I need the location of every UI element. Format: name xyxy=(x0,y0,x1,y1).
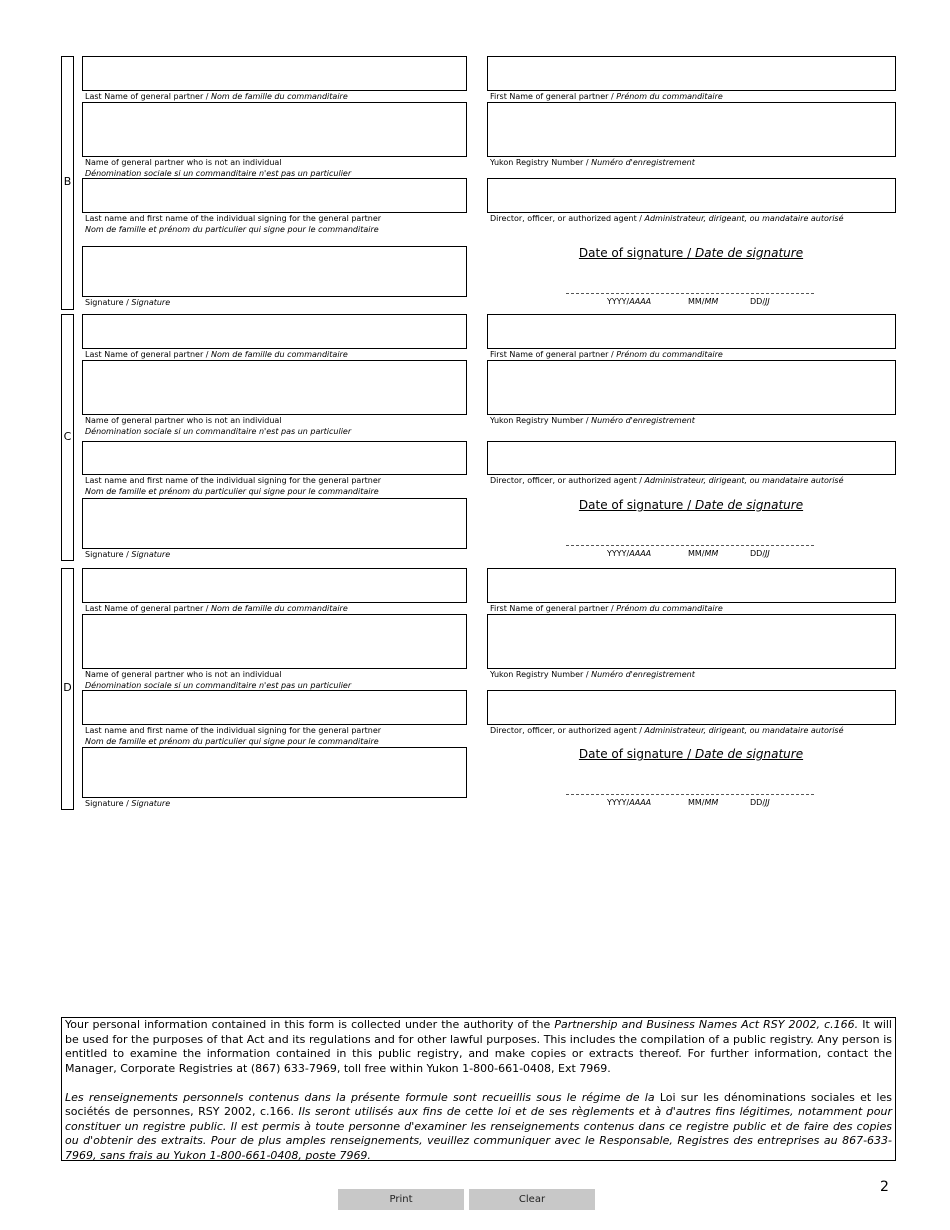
signature-label: Signature / Signature xyxy=(85,298,171,307)
signer-name-field[interactable] xyxy=(82,441,467,475)
director-field[interactable] xyxy=(487,690,896,725)
date-of-signature-title: Date of signature / Date de signature xyxy=(578,747,804,761)
clear-button[interactable]: Clear xyxy=(469,1189,595,1210)
partner-section-b xyxy=(61,56,896,310)
date-year-label: YYYY/AAAA xyxy=(607,297,652,306)
date-of-signature-title: Date of signature / Date de signature xyxy=(578,498,804,512)
date-entry-line[interactable] xyxy=(566,794,814,795)
partner-org-name-label: Name of general partner who is not an individual Dénomination sociale si un commanditaire n'est pas un particulier xyxy=(85,670,352,690)
director-label: Director, officer, or authorized agent / Administrateur, dirigeant, ou mandataire autorisé xyxy=(490,476,844,485)
signer-name-label: Last name and first name of the individual signing for the general partner Nom de famille et prénom du particulier qui signe pour le commanditaire xyxy=(85,476,382,496)
signer-name-label: Last name and first name of the individual signing for the general partner Nom de famille et prénom du particulier qui signe pour le commanditaire xyxy=(85,726,382,746)
partner-org-name-field[interactable] xyxy=(82,360,467,415)
last-name-label: Last Name of general partner / Nom de famille du commanditaire xyxy=(85,92,348,101)
director-label: Director, officer, or authorized agent / Administrateur, dirigeant, ou mandataire autorisé xyxy=(490,726,844,735)
date-entry-line[interactable] xyxy=(566,293,814,294)
registry-number-field[interactable] xyxy=(487,614,896,669)
last-name-field[interactable] xyxy=(82,314,467,349)
registry-number-label: Yukon Registry Number / Numéro d'enregistrement xyxy=(490,158,695,167)
registry-number-label: Yukon Registry Number / Numéro d'enregistrement xyxy=(490,416,695,425)
first-name-field[interactable] xyxy=(487,314,896,349)
date-month-label: MM/MM xyxy=(688,549,719,558)
last-name-field[interactable] xyxy=(82,56,467,91)
first-name-label: First Name of general partner / Prénom du commanditaire xyxy=(490,92,723,101)
print-button[interactable]: Print xyxy=(338,1189,464,1210)
partner-org-name-label: Name of general partner who is not an individual Dénomination sociale si un commanditaire n'est pas un particulier xyxy=(85,158,352,178)
director-field[interactable] xyxy=(487,441,896,475)
first-name-field[interactable] xyxy=(487,56,896,91)
signer-name-label: Last name and first name of the individual signing for the general partner Nom de famille et prénom du particulier qui signe pour le commanditaire xyxy=(85,214,382,234)
signature-label: Signature / Signature xyxy=(85,799,171,808)
signature-field[interactable] xyxy=(82,498,467,549)
signer-name-field[interactable] xyxy=(82,178,467,213)
date-day-label: DD/JJ xyxy=(750,549,770,558)
first-name-label: First Name of general partner / Prénom du commanditaire xyxy=(490,350,723,359)
signer-name-field[interactable] xyxy=(82,690,467,725)
section-letter: C xyxy=(63,430,72,443)
partner-org-name-field[interactable] xyxy=(82,614,467,669)
privacy-notice-french: Les renseignements personnels contenus dans la présente formule sont recueillis sous le régime de la Loi sur les dénominations sociales et les sociétés de personnes, RSY 2002, c.166. Ils seront utilisés aux fins de cette loi et de ses règlements et à d'autres fins légitimes, notamment pour constituer un registre public. Il est permis à toute personne d'examiner les renseignements contenus dans ce registre public et de faire des copies ou d'obtenir des extraits. Pour de plus amples renseignements, veuillez communiquer avec le Responsable, Registres des entreprises au 867-633-7969, sans frais au Yukon 1-800-661-0408, poste 7969. xyxy=(65,1090,893,1162)
partner-org-name-field[interactable] xyxy=(82,102,467,157)
section-letter: D xyxy=(63,681,72,694)
partner-org-name-label: Name of general partner who is not an individual Dénomination sociale si un commanditaire n'est pas un particulier xyxy=(85,416,352,436)
signature-field[interactable] xyxy=(82,246,467,297)
signature-label: Signature / Signature xyxy=(85,550,171,559)
last-name-field[interactable] xyxy=(82,568,467,603)
date-month-label: MM/MM xyxy=(688,798,719,807)
first-name-label: First Name of general partner / Prénom du commanditaire xyxy=(490,604,723,613)
privacy-notice xyxy=(61,1017,896,1161)
director-label: Director, officer, or authorized agent / Administrateur, dirigeant, ou mandataire autorisé xyxy=(490,214,844,223)
director-field[interactable] xyxy=(487,178,896,213)
date-year-label: YYYY/AAAA xyxy=(607,798,652,807)
partner-section-c xyxy=(61,314,896,561)
registry-number-label: Yukon Registry Number / Numéro d'enregistrement xyxy=(490,670,695,679)
date-day-label: DD/JJ xyxy=(750,798,770,807)
page-number: 2 xyxy=(880,1179,889,1195)
signature-field[interactable] xyxy=(82,747,467,798)
registry-number-field[interactable] xyxy=(487,102,896,157)
date-month-label: MM/MM xyxy=(688,297,719,306)
section-letter: B xyxy=(63,175,72,188)
date-of-signature-title: Date of signature / Date de signature xyxy=(578,246,804,260)
last-name-label: Last Name of general partner / Nom de famille du commanditaire xyxy=(85,350,348,359)
registry-number-field[interactable] xyxy=(487,360,896,415)
date-year-label: YYYY/AAAA xyxy=(607,549,652,558)
first-name-field[interactable] xyxy=(487,568,896,603)
date-day-label: DD/JJ xyxy=(750,297,770,306)
last-name-label: Last Name of general partner / Nom de famille du commanditaire xyxy=(85,604,348,613)
privacy-notice-english: Your personal information contained in this form is collected under the authority of the Partnership and Business Names Act RSY 2002, c.166. It will be used for the purposes of that Act and its regulations and for other lawful purposes. This includes the compilation of a public registry. Any person is entitled to examine the information contained in this public registry, and make copies or extracts thereof. For further information, contact the Manager, Corporate Registries at (867) 633-7969, toll free within Yukon 1-800-661-0408, Ext 7969. xyxy=(65,1018,892,1075)
date-entry-line[interactable] xyxy=(566,545,814,546)
partner-section-d xyxy=(61,568,896,810)
